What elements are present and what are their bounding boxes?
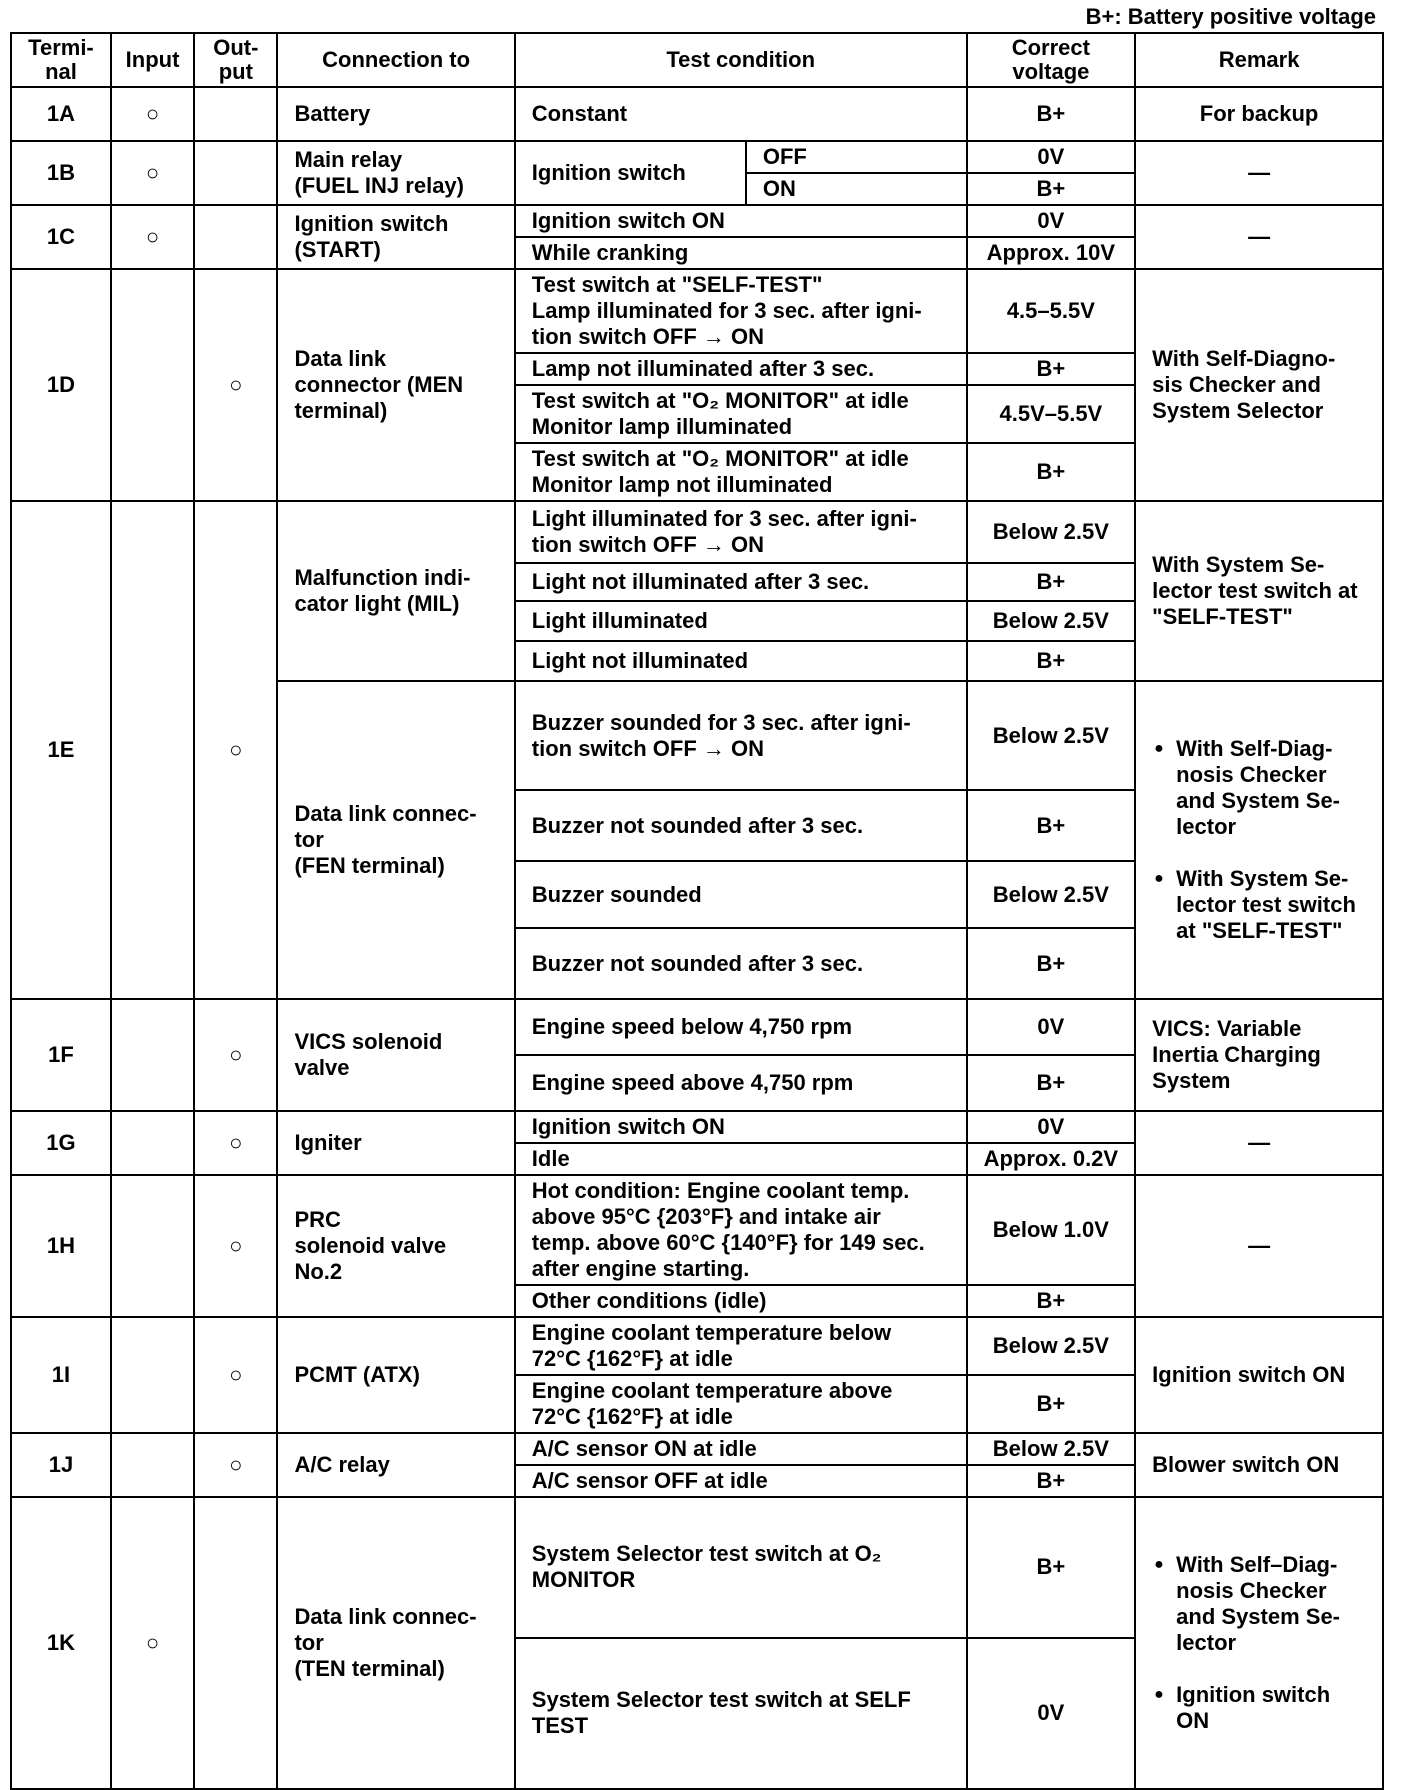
table-row — [11, 141, 1383, 173]
input-mark: ○ — [111, 87, 194, 141]
connection-cell: Data link connec- tor (TEN terminal) — [277, 1497, 514, 1789]
terminal-cell: 1K — [11, 1497, 111, 1789]
condition-cell: Light illuminated — [515, 601, 967, 641]
output-mark: ○ — [194, 269, 277, 501]
condition-cell: Engine coolant temperature above 72°C {162°F} at idle — [515, 1375, 967, 1433]
connection-cell: PRC solenoid valve No.2 — [277, 1175, 514, 1317]
table-row — [11, 87, 1383, 141]
condition-cell: While cranking — [515, 237, 967, 269]
terminal-cell: 1I — [11, 1317, 111, 1433]
voltage-cell: 0V — [967, 1638, 1136, 1789]
condition-cell: Ignition switch — [515, 141, 746, 205]
condition-cell: A/C sensor ON at idle — [515, 1433, 967, 1465]
output-mark: ○ — [194, 999, 277, 1111]
remark-cell: For backup — [1135, 87, 1383, 141]
output-mark: ○ — [194, 1175, 277, 1317]
condition-cell: Buzzer not sounded after 3 sec. — [515, 790, 967, 861]
output-mark: ○ — [194, 1317, 277, 1433]
condition-cell: Light illuminated for 3 sec. after igni- tion switch OFF → ON — [515, 501, 967, 563]
remark-cell: Blower switch ON — [1135, 1433, 1383, 1497]
sub-condition-cell: ON — [746, 173, 967, 205]
condition-cell: Lamp not illuminated after 3 sec. — [515, 353, 967, 385]
voltage-cell: Below 2.5V — [967, 681, 1136, 790]
input-empty — [111, 1317, 194, 1433]
header-row — [11, 33, 1383, 87]
remark-cell: — — [1135, 205, 1383, 269]
terminal-cell: 1D — [11, 269, 111, 501]
table-row — [11, 1497, 1383, 1638]
voltage-cell: B+ — [967, 1465, 1136, 1497]
remark-bullet: ● With Self-Diag- nosis Checker and System Se- lector — [1176, 736, 1366, 840]
condition-cell: A/C sensor OFF at idle — [515, 1465, 967, 1497]
voltage-cell: 0V — [967, 1111, 1136, 1143]
voltage-cell: B+ — [967, 641, 1136, 681]
header-output: Out- put — [194, 33, 277, 87]
condition-cell: Idle — [515, 1143, 967, 1175]
voltage-cell: Below 2.5V — [967, 1317, 1136, 1375]
condition-cell: Engine speed below 4,750 rpm — [515, 999, 967, 1055]
remark-cell: — — [1135, 1111, 1383, 1175]
remark-cell — [1135, 681, 1383, 999]
input-mark: ○ — [111, 1497, 194, 1789]
remark-cell: — — [1135, 1175, 1383, 1317]
terminal-cell: 1E — [11, 501, 111, 999]
voltage-cell: Below 2.5V — [967, 861, 1136, 928]
voltage-cell: Below 1.0V — [967, 1175, 1136, 1285]
voltage-cell: Approx. 0.2V — [967, 1143, 1136, 1175]
input-mark: ○ — [111, 141, 194, 205]
remark-bullet: ● With System Se- lector test switch at "SELF-TEST" — [1176, 866, 1366, 944]
table-row — [11, 1175, 1383, 1285]
table-row — [11, 1111, 1383, 1143]
output-empty — [194, 141, 277, 205]
voltage-cell: 0V — [967, 141, 1136, 173]
output-empty — [194, 87, 277, 141]
condition-cell: Buzzer not sounded after 3 sec. — [515, 928, 967, 999]
header-remark: Remark — [1135, 33, 1383, 87]
table-row — [11, 269, 1383, 353]
remark-cell: VICS: Variable Inertia Charging System — [1135, 999, 1383, 1111]
input-empty — [111, 501, 194, 999]
voltage-cell: Below 2.5V — [967, 1433, 1136, 1465]
voltage-cell: B+ — [967, 563, 1136, 601]
output-mark: ○ — [194, 1111, 277, 1175]
output-empty — [194, 1497, 277, 1789]
header-input: Input — [111, 33, 194, 87]
voltage-cell: 0V — [967, 205, 1136, 237]
voltage-cell: B+ — [967, 790, 1136, 861]
header-test-condition: Test condition — [515, 33, 967, 87]
input-empty — [111, 1175, 194, 1317]
connection-cell: PCMT (ATX) — [277, 1317, 514, 1433]
condition-cell: Test switch at "O₂ MONITOR" at idle Monitor lamp illuminated — [515, 385, 967, 443]
voltage-cell: B+ — [967, 1375, 1136, 1433]
voltage-cell: B+ — [967, 443, 1136, 501]
voltage-cell: B+ — [967, 1055, 1136, 1111]
condition-cell: Engine speed above 4,750 rpm — [515, 1055, 967, 1111]
voltage-cell: B+ — [967, 353, 1136, 385]
remark-bullet: ● With Self–Diag- nosis Checker and System Se- lector — [1176, 1552, 1366, 1656]
legend-note: B+: Battery positive voltage — [1085, 4, 1376, 29]
condition-cell: Buzzer sounded — [515, 861, 967, 928]
connection-cell: Data link connec- tor (FEN terminal) — [277, 681, 514, 999]
input-empty — [111, 1433, 194, 1497]
terminal-cell: 1F — [11, 999, 111, 1111]
connection-cell: A/C relay — [277, 1433, 514, 1497]
voltage-cell: Below 2.5V — [967, 601, 1136, 641]
condition-cell: System Selector test switch at SELF TEST — [515, 1638, 967, 1789]
condition-cell: Hot condition: Engine coolant temp. above 95°C {203°F} and intake air temp. above 60°C {140°F} for 149 sec. after engine starting. — [515, 1175, 967, 1285]
terminal-cell: 1C — [11, 205, 111, 269]
condition-cell: Buzzer sounded for 3 sec. after igni- tion switch OFF → ON — [515, 681, 967, 790]
connection-cell: Data link connector (MEN terminal) — [277, 269, 514, 501]
table-row — [11, 205, 1383, 237]
remark-cell — [1135, 1497, 1383, 1789]
table-row — [11, 1317, 1383, 1375]
input-mark: ○ — [111, 205, 194, 269]
voltage-cell: B+ — [967, 1497, 1136, 1638]
voltage-cell: 0V — [967, 999, 1136, 1055]
connection-cell: Ignition switch (START) — [277, 205, 514, 269]
terminal-cell: 1A — [11, 87, 111, 141]
input-empty — [111, 999, 194, 1111]
voltage-cell: B+ — [967, 1285, 1136, 1317]
output-mark: ○ — [194, 501, 277, 999]
terminal-cell: 1G — [11, 1111, 111, 1175]
terminal-cell: 1J — [11, 1433, 111, 1497]
sub-condition-cell: OFF — [746, 141, 967, 173]
table-row — [11, 501, 1383, 563]
voltage-cell: B+ — [967, 173, 1136, 205]
remark-list — [1152, 710, 1366, 970]
voltage-cell: Approx. 10V — [967, 237, 1136, 269]
remark-cell: — — [1135, 141, 1383, 205]
connection-cell: Battery — [277, 87, 514, 141]
table-row — [11, 999, 1383, 1055]
input-empty — [111, 1111, 194, 1175]
table-row — [11, 1433, 1383, 1465]
connection-cell: Igniter — [277, 1111, 514, 1175]
remark-cell: With System Se- lector test switch at "SELF-TEST" — [1135, 501, 1383, 681]
condition-cell: Test switch at "SELF-TEST" Lamp illuminated for 3 sec. after igni- tion switch OFF → ON — [515, 269, 967, 353]
output-empty — [194, 205, 277, 269]
remark-bullet: ● Ignition switch ON — [1176, 1682, 1366, 1734]
connection-cell: VICS solenoid valve — [277, 999, 514, 1111]
condition-cell: Other conditions (idle) — [515, 1285, 967, 1317]
header-voltage: Correct voltage — [967, 33, 1136, 87]
voltage-cell: 4.5V–5.5V — [967, 385, 1136, 443]
connection-cell: Malfunction indi- cator light (MIL) — [277, 501, 514, 681]
remark-cell: With Self-Diagno- sis Checker and System Selector — [1135, 269, 1383, 501]
input-empty — [111, 269, 194, 501]
header-connection: Connection to — [277, 33, 514, 87]
remark-list — [1152, 1526, 1366, 1760]
condition-cell: System Selector test switch at O₂ MONITOR — [515, 1497, 967, 1638]
condition-cell: Engine coolant temperature below 72°C {162°F} at idle — [515, 1317, 967, 1375]
connection-cell: Main relay (FUEL INJ relay) — [277, 141, 514, 205]
condition-cell: Ignition switch ON — [515, 205, 967, 237]
terminal-voltage-table — [10, 32, 1384, 1790]
terminal-cell: 1H — [11, 1175, 111, 1317]
condition-cell: Constant — [515, 87, 967, 141]
voltage-cell: B+ — [967, 87, 1136, 141]
remark-cell: Ignition switch ON — [1135, 1317, 1383, 1433]
header-terminal: Termi- nal — [11, 33, 111, 87]
voltage-cell: B+ — [967, 928, 1136, 999]
terminal-cell: 1B — [11, 141, 111, 205]
condition-cell: Test switch at "O₂ MONITOR" at idle Monitor lamp not illuminated — [515, 443, 967, 501]
voltage-cell: 4.5–5.5V — [967, 269, 1136, 353]
condition-cell: Light not illuminated — [515, 641, 967, 681]
voltage-cell: Below 2.5V — [967, 501, 1136, 563]
condition-cell: Ignition switch ON — [515, 1111, 967, 1143]
condition-cell: Light not illuminated after 3 sec. — [515, 563, 967, 601]
output-mark: ○ — [194, 1433, 277, 1497]
